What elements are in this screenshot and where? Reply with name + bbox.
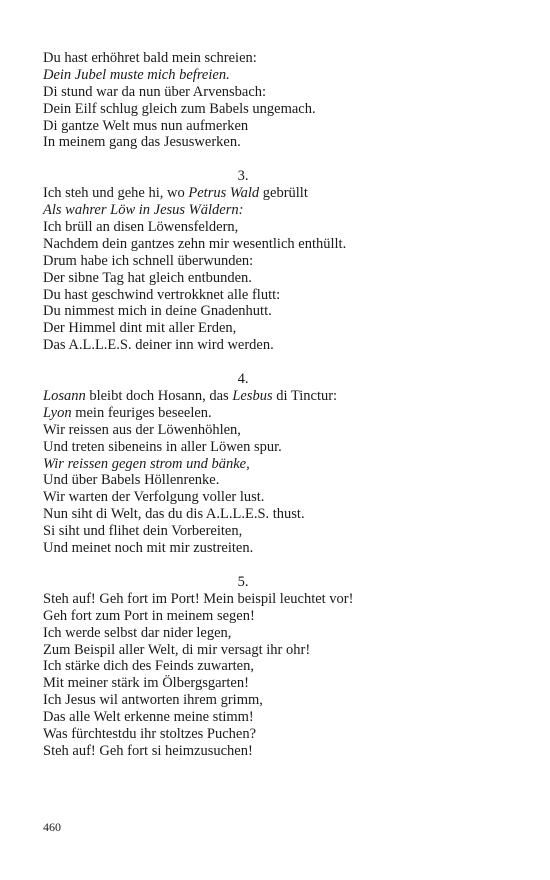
- verse-line: [43, 506, 513, 523]
- verse-line: [43, 134, 513, 151]
- stanza-number: 4.: [237, 371, 249, 388]
- verse-line: [43, 303, 513, 320]
- verse-line: [43, 472, 513, 489]
- verse-line: [43, 608, 513, 625]
- italic-text: Wir reissen gegen strom und bänke,: [43, 455, 250, 472]
- text-run: Wir warten der Verfolgung voller lust.: [43, 489, 265, 506]
- text-run: Und treten sibeneins in aller Löwen spur.: [43, 438, 282, 455]
- stanza-number: 3.: [237, 168, 249, 185]
- text-run: Und über Babels Höllenrenke.: [43, 472, 220, 489]
- text-run: Nachdem dein gantzes zehn mir wesentlich enthüllt.: [43, 235, 347, 252]
- italic-text: Lyon: [43, 404, 72, 421]
- verse-line: [43, 726, 513, 743]
- verse-line: [43, 405, 513, 422]
- stanza-4: [43, 574, 513, 760]
- verse-line: [43, 202, 513, 219]
- text-run: gebrüllt: [259, 185, 308, 202]
- verse-line: [43, 337, 513, 354]
- verse-line: [43, 67, 513, 84]
- text-run: Das A.L.L.E.S. deiner inn wird werden.: [43, 337, 274, 354]
- italic-text: Petrus Wald: [188, 185, 260, 202]
- text-run: Der Himmel dint mit aller Erden,: [43, 320, 237, 337]
- verse-line: [43, 422, 513, 439]
- verse-line: [43, 709, 513, 726]
- poem-text: [43, 50, 513, 760]
- text-run: di Tinctur:: [272, 388, 338, 405]
- text-run: Dein Eilf schlug gleich zum Babels ungemach.: [43, 100, 316, 117]
- text-run: Si siht und flihet dein Vorbereiten,: [43, 523, 243, 540]
- stanza-1: [43, 50, 513, 151]
- verse-line: [43, 270, 513, 287]
- verse-line: [43, 658, 513, 675]
- text-run: Ich Jesus wil antworten ihrem grimm,: [43, 692, 263, 709]
- text-run: Nun siht di Welt, das du dis A.L.L.E.S. thust.: [43, 506, 305, 523]
- text-run: In meinem gang das Jesuswerken.: [43, 134, 241, 151]
- text-run: Ich stärke dich des Feinds zuwarten,: [43, 658, 254, 675]
- text-run: Ich werde selbst dar nider legen,: [43, 624, 232, 641]
- text-run: Du nimmest mich in deine Gnadenhutt.: [43, 303, 272, 320]
- text-run: Und meinet noch mit mir zustreiten.: [43, 540, 254, 557]
- stanza-3: [43, 371, 513, 557]
- text-run: Zum Beispil aller Welt, di mir versagt ihr ohr!: [43, 641, 311, 658]
- text-run: Ich brüll an disen Löwensfeldern,: [43, 219, 239, 236]
- verse-line: [43, 253, 513, 270]
- text-run: Ich steh und gehe hi, wo: [43, 185, 189, 202]
- italic-text: Als wahrer Löw in Jesus Wäldern:: [43, 202, 244, 219]
- text-run: Das alle Welt erkenne meine stimm!: [43, 709, 254, 726]
- italic-text: Dein Jubel muste mich befreien.: [43, 66, 230, 83]
- text-run: Der sibne Tag hat gleich entbunden.: [43, 269, 252, 286]
- verse-line: [43, 540, 513, 557]
- text-run: Di gantze Welt mus nun aufmerken: [43, 117, 249, 134]
- verse-line: [43, 320, 513, 337]
- text-run: Du hast erhöhret bald mein schreien:: [43, 50, 257, 66]
- text-run: Steh auf! Geh fort si heimzusuchen!: [43, 742, 253, 759]
- verse-line: [43, 236, 513, 253]
- verse-line: [43, 84, 513, 101]
- verse-line: [43, 287, 513, 304]
- text-run: Wir reissen aus der Löwenhöhlen,: [43, 421, 241, 438]
- verse-line: [43, 388, 513, 405]
- verse-line: [43, 185, 513, 202]
- verse-line: [43, 101, 513, 118]
- text-run: bleibt doch Hosann, das: [85, 388, 233, 405]
- verse-line: [43, 523, 513, 540]
- verse-line: [43, 219, 513, 236]
- verse-line: [43, 456, 513, 473]
- verse-line: [43, 50, 513, 67]
- italic-text: Lesbus: [232, 388, 273, 405]
- verse-line: [43, 675, 513, 692]
- verse-line: [43, 743, 513, 760]
- text-run: Geh fort zum Port in meinem segen!: [43, 607, 255, 624]
- text-run: Du hast geschwind vertrokknet alle flutt:: [43, 286, 281, 303]
- text-run: Was fürchtestdu ihr stoltzes Puchen?: [43, 725, 257, 742]
- stanza-number: 5.: [237, 573, 249, 590]
- verse-line: [43, 439, 513, 456]
- text-run: Di stund war da nun über Arvensbach:: [43, 83, 267, 100]
- verse-line: [43, 625, 513, 642]
- verse-line: [43, 118, 513, 135]
- verse-line: [43, 489, 513, 506]
- verse-line: [43, 692, 513, 709]
- stanza-2: [43, 168, 513, 354]
- verse-line: [43, 591, 513, 608]
- text-run: Mit meiner stärk im Ölbergsgarten!: [43, 675, 249, 692]
- text-run: mein feuriges beseelen.: [71, 404, 212, 421]
- text-run: Steh auf! Geh fort im Port! Mein beispil leuchtet vor!: [43, 590, 354, 607]
- page-number: 460: [43, 820, 61, 834]
- text-run: Drum habe ich schnell überwunden:: [43, 252, 254, 269]
- italic-text: Losann: [43, 388, 86, 405]
- verse-line: [43, 642, 513, 659]
